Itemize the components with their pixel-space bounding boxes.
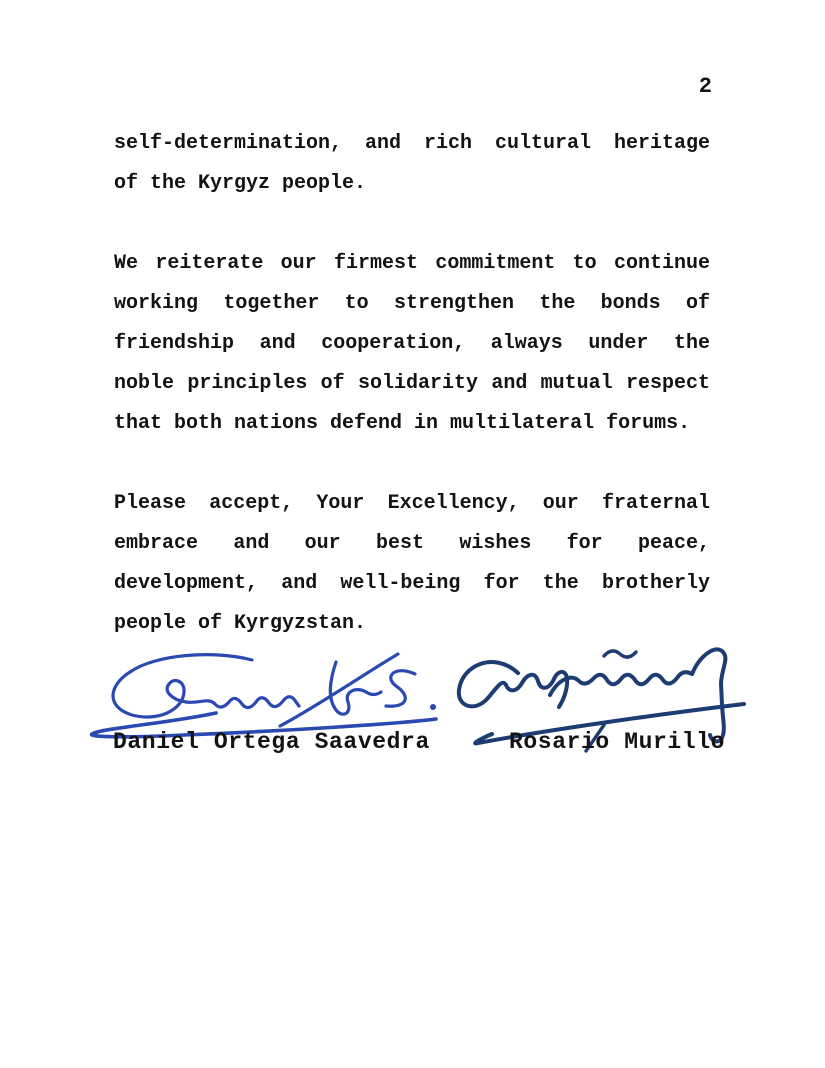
paragraph-2 xyxy=(114,244,710,444)
signature-daniel-ortega-icon xyxy=(84,650,440,740)
text-line: We reiterate our firmest commitment to continue xyxy=(114,252,710,275)
text-line: Please accept, Your Excellency, our fraternal xyxy=(114,492,710,515)
paragraph-3 xyxy=(114,484,710,644)
paragraph-1 xyxy=(114,124,710,204)
signature-daniel-ortega xyxy=(84,650,440,740)
text-line: of the Kyrgyz people. xyxy=(114,172,367,195)
letter-body xyxy=(114,124,710,684)
signatory-name-left: Daniel Ortega Saavedra xyxy=(113,729,430,755)
text-line: self-determination, and rich cultural heritage xyxy=(114,132,710,155)
text-line: noble principles of solidarity and mutual respect xyxy=(114,372,710,395)
text-line: development, and well-being for the brotherly xyxy=(114,572,710,595)
text-line: embrace and our best wishes for peace, xyxy=(114,532,710,555)
signatory-name-right: Rosario Murillo xyxy=(509,729,726,755)
page-number: 2 xyxy=(698,74,712,99)
text-line: that both nations defend in multilateral forums. xyxy=(114,412,691,435)
text-line: friendship and cooperation, always under the xyxy=(114,332,710,355)
text-line: working together to strengthen the bonds of xyxy=(114,292,710,315)
text-line: people of Kyrgyzstan. xyxy=(114,612,367,635)
